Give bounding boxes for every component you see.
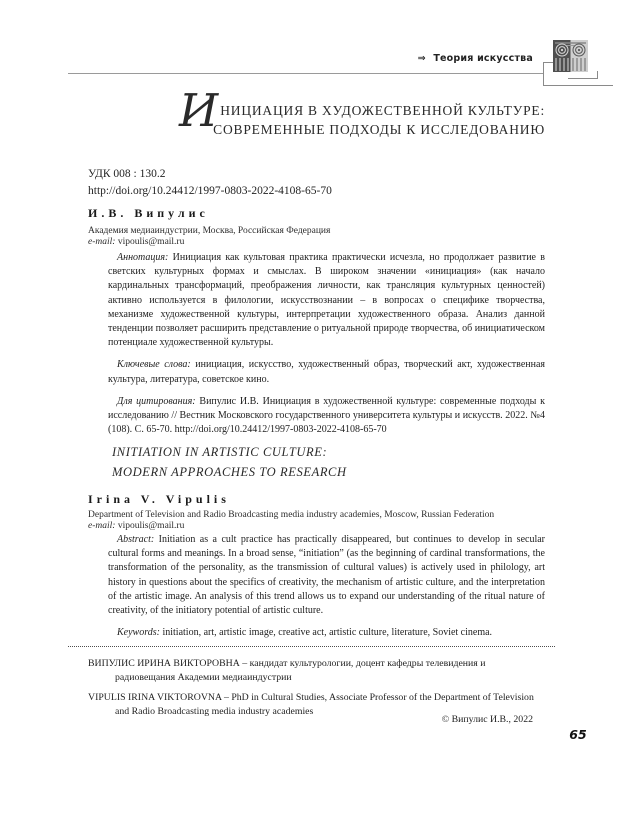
citation-paragraph: [108, 395, 545, 438]
copyright-notice: © Випулис И.В., 2022: [441, 714, 533, 725]
icon-bracket-line: [543, 62, 553, 63]
decorative-initial: И: [178, 84, 219, 137]
doi-link[interactable]: http://doi.org/10.24412/1997-0803-2022-4108-65-70: [88, 185, 332, 197]
affiliation-en: Department of Television and Radio Broadcasting media industry academies, Moscow, Russian Federation: [88, 510, 495, 520]
abstract-en-label: Abstract:: [117, 534, 155, 545]
article-title-line2: СОВРЕМЕННЫЕ ПОДХОДЫ К ИССЛЕДОВАНИЮ: [213, 122, 545, 137]
udc-code: УДК 008 : 130.2: [88, 168, 166, 180]
author-name-en: Irina V. Vipulis: [88, 492, 230, 506]
keywords-ru-paragraph: [108, 358, 545, 386]
citation-label: Для цитирования:: [117, 395, 196, 407]
email-label-ru: e-mail:: [88, 237, 116, 247]
citation-text: Випулис И.В. Инициация в художественной культуре: современные подходы к исследованию // Вестник Московского государственного университета культуры и искусств. 2022. №4 (108). С. 65-70. http://doi.org/10.24412/1997-0803-2022-4108-65-70: [108, 395, 545, 436]
keywords-en-text: initiation, art, artistic image, creative act, artistic culture, literature, Soviet cinema.: [162, 627, 493, 639]
ionic-column-icon: [553, 40, 588, 72]
page-number: 65: [569, 727, 587, 742]
email-label-en: e-mail:: [88, 521, 116, 531]
icon-bracket-line: [597, 71, 598, 79]
author-bio-en: VIPULIS IRINA VIKTOROVNA – PhD in Cultural Studies, Associate Professor of the Department of Television and Radio Broadcasting media industry academies: [88, 692, 534, 717]
abstract-block-ru: [108, 251, 545, 445]
keywords-en-label: Keywords:: [117, 627, 160, 639]
author-name-ru: И.В. Випулис: [88, 206, 209, 220]
running-head: [68, 53, 533, 64]
email-line-ru: [88, 237, 184, 247]
abstract-en-paragraph: [108, 533, 545, 618]
article-title-en-line1: INITIATION IN ARTISTIC CULTURE:: [112, 445, 328, 459]
double-arrow-icon: ⇒: [417, 53, 426, 64]
section-label: Теория искусства: [433, 53, 533, 64]
email-address-en[interactable]: vipoulis@mail.ru: [117, 521, 185, 531]
abstract-block-en: [108, 533, 545, 648]
icon-bracket-line: [543, 85, 613, 86]
author-bio-ru: ВИПУЛИС ИРИНА ВИКТОРОВНА – кандидат культурологии, доцент кафедры телевидения и радиовещания Академии медиаиндустрии: [88, 658, 486, 683]
article-title-ru: [68, 84, 545, 139]
abstract-ru-label: Аннотация:: [117, 252, 169, 263]
keywords-ru-text: инициация, искусство, художественный образ, творческий акт, художественная культура, литература, советское кино.: [108, 359, 545, 385]
icon-bracket-line: [568, 78, 598, 79]
header-rule: [68, 73, 543, 74]
email-line-en: [88, 521, 184, 531]
article-title-en-line2: MODERN APPROACHES TO RESEARCH: [112, 464, 347, 479]
affiliation-ru: Академия медиаиндустрии, Москва, Российская Федерация: [88, 226, 331, 236]
keywords-ru-label: Ключевые слова:: [117, 359, 191, 371]
article-title-line1: ИНИЦИАЦИЯ В ХУДОЖЕСТВЕННОЙ КУЛЬТУРЕ:: [178, 84, 545, 137]
article-title-en: [112, 443, 347, 482]
abstract-ru-text: Инициация как культовая практика практически исчезла, но продолжает развитие в светских культурных формах и смыслах. В широком значении «инициация» (как начало кардинальных трансформаций, преображения личности, как трансляция культурных ценностей) активно используется в филологии, искусствознании – в вопросах о специфике творчества, механизме художественной культуры, интерпретации художественного образа. Анализ данной тенденции позволяет расширить представление о ритуальной природе творчества, об инициатическом потенциале художественной культуры.: [108, 252, 546, 349]
icon-bracket-line: [543, 62, 544, 86]
footer-dotted-rule: [68, 646, 555, 647]
email-address-ru[interactable]: vipoulis@mail.ru: [117, 237, 185, 247]
abstract-en-text: Initiation as a cult practice has practically disappeared, but continues to develop in secular cultural forms and meanings. In a broad sense, “initiation” (as the beginning of cardinal transformations, the transformation of the personality, as the transmission of cultural values) is actively used in philology, art history in questions about the specifics of creativity, the mechanism of artistic culture, and the interpretation of the artistic image. An analysis of this trend allows us to expand our understanding of the ritual nature of creativity, of the initiatory potential of artistic culture.: [108, 534, 545, 617]
keywords-en-paragraph: [108, 626, 545, 640]
abstract-ru-paragraph: [108, 251, 545, 350]
meta-block: [88, 166, 332, 200]
